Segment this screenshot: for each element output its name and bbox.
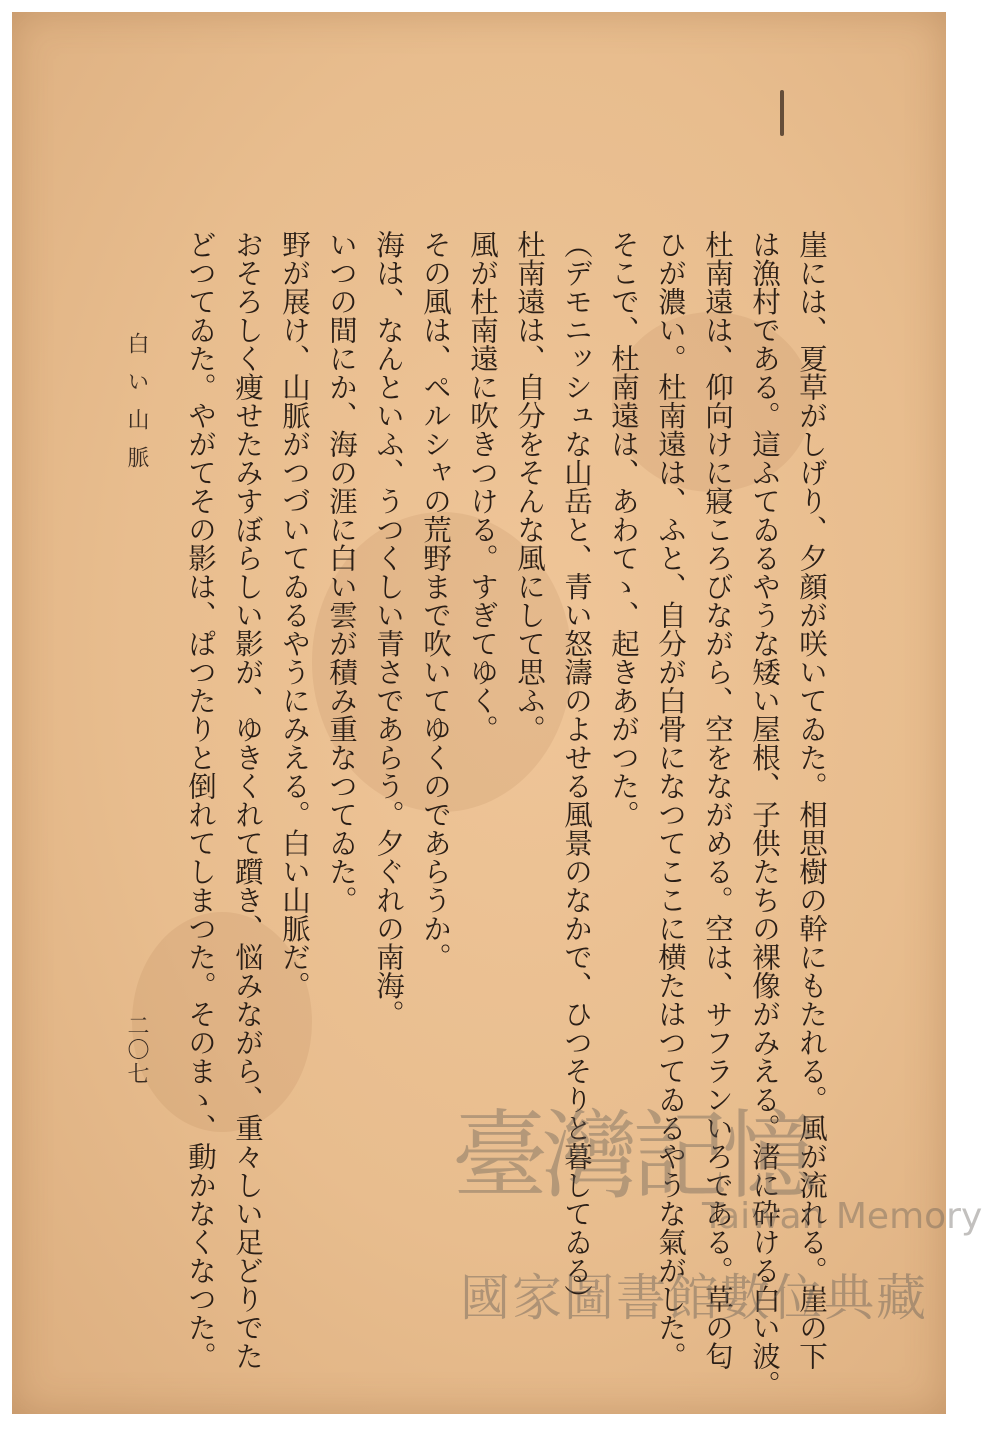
text-line-9: その風は、ペルシャの荒野まで吹いてゆくのであらうか。 — [419, 230, 452, 971]
ink-mark — [780, 90, 784, 136]
book-page — [12, 12, 982, 1414]
watermark-english: Taiwan Memory — [702, 1196, 982, 1237]
text-line-8: 風が杜南遠に吹きつける。すぎてゆく。 — [466, 230, 499, 743]
watermark-chinese: 國家圖書館數位典藏 — [460, 1269, 928, 1327]
text-line-13: おそろしく痩せたみすぼらしい影が、ゆきくれて躓き、悩みながら、重々しい足どりでた — [231, 230, 264, 1370]
running-title: 白い山脈 — [124, 332, 149, 484]
text-line-6: （デモニッシュな山岳と、青い怒濤のよせる風景のなかで、ひつそりと暮してゐる） — [560, 230, 593, 1313]
text-line-11: いつの間にか、海の涯に白い雲が積み重なつてゐた。 — [325, 230, 358, 914]
text-line-7: 杜南遠は、自分をそんな風にして思ふ。 — [513, 230, 546, 743]
text-line-4: ひが濃い。杜南遠は、ふと、自分が白骨になつてここに横たはつてゐるやうな氣がした。 — [654, 230, 687, 1370]
page-number: 二〇七 — [124, 1014, 149, 1086]
text-line-5: そこで、杜南遠は、あわてゝ、起きあがつた。 — [607, 230, 640, 829]
text-line-14: どつてゐた。やがてその影は、ぱつたりと倒れてしまつた。そのまゝ、動かなくなつた。 — [184, 230, 217, 1370]
text-line-3: 杜南遠は、仰向けに寢ころびながら、空をながめる。空は、サフランいろである。草の匂 — [701, 230, 734, 1370]
text-line-2: は漁村である。這ふてゐるやうな矮い屋根、子供たちの裸像がみえる。渚に砕ける白い波。 — [748, 230, 781, 1399]
text-line-12: 野が展け、山脈がつづいてゐるやうにみえる。白い山脈だ。 — [278, 230, 311, 1000]
text-line-10: 海は、なんといふ、うつくしい青さであらう。夕ぐれの南海。 — [372, 230, 405, 1028]
text-line-1: 崖には、夏草がしげり、夕顔が咲いてゐた。相思樹の幹にもたれる。風が流れる。崖の下 — [795, 230, 828, 1370]
watermark-calligraphy: 臺灣記憶 — [452, 1100, 812, 1212]
